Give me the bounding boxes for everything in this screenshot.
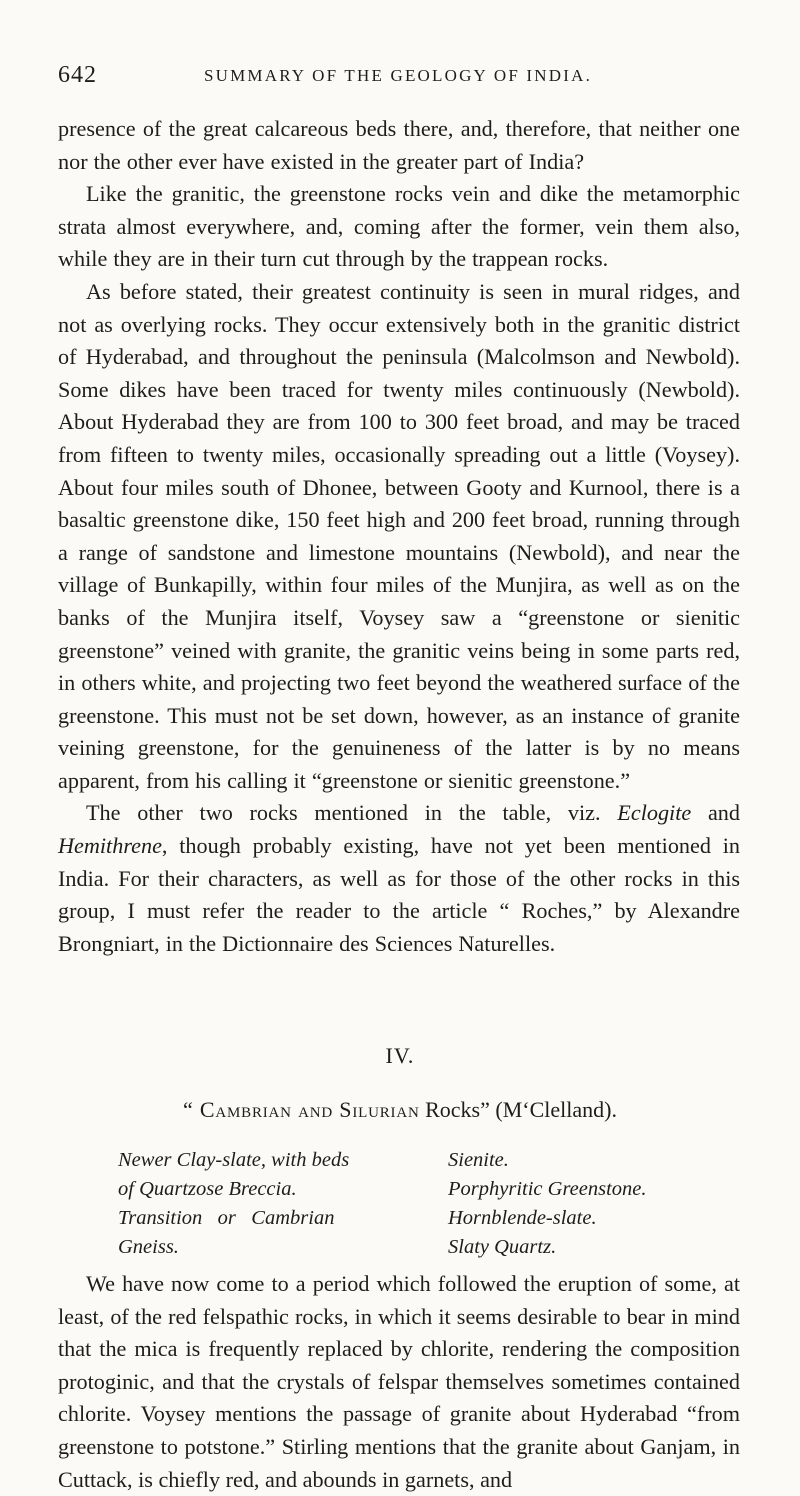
list-item: Hornblende-slate. [448,1207,597,1229]
list-item [118,1204,398,1262]
list-item-line: Gneiss. [118,1236,179,1258]
para4-mid: and [691,800,740,826]
list-item: Porphyritic Greenstone. [448,1178,647,1200]
page-number: 642 [58,62,97,88]
paragraph-continued: presence of the great calcareous beds there, and, therefore, that neither one nor the other ever have existed in the greater part of India? [58,116,740,174]
list-item: Slaty Quartz. [448,1236,557,1258]
running-title: SUMMARY OF THE GEOLOGY OF INDIA. [203,66,593,85]
term-hemithrene: Hemithrene [58,833,162,859]
section-heading-rest: Rocks” (M‘Clelland). [419,1097,617,1122]
list-item [118,1146,398,1204]
para4-before: The other two rocks mentioned in the table, viz. [86,800,618,826]
list-item-line: Transition or Cambrian [118,1207,335,1229]
section-heading [0,1097,800,1123]
rock-list-left [118,1146,398,1262]
list-item: Sienite. [448,1149,509,1171]
paragraph-mural-ridges: As before stated, their greatest continuity is seen in mural ridges, and not as overlying rocks. They occur extensively both in the granitic district of Hyderabad, and throughout the peninsula (Malcolmson and Newbold). Some dikes have been traced for twenty miles continuously (Newbold). About Hyderabad they are from 100 to 300 feet broad, and may be traced from fifteen to twenty miles, occasionally spreading out a little (Voysey). About four miles south of Dhonee, between Gooty and Kurnool, there is a basaltic greenstone dike, 150 feet high and 200 feet broad, running through a range of sandstone and limestone mountains (Newbold), and near the village of Bunkapilly, within four miles of the Munjira, as well as on the banks of the Munjira itself, Voysey saw a “greenstone or sienitic greenstone” veined with granite, the granitic veins being in some parts red, in others white, and projecting two feet beyond the weathered surface of the greenstone. This must not be set down, however, as an instance of granite veining greenstone, for the genuineness of the latter is by no means apparent, from his calling it “greenstone or sienitic greenstone.” [58,278,740,793]
body-text [58,113,740,960]
section-number: IV. [385,1043,415,1068]
final-section-body [58,1268,740,1496]
para4-after: , though probably existing, have not yet been mentioned in India. For their characters, as well as for those of the other rocks in this group, I must refer the reader to the article “ Roches,” by Alexandre Brongniart, in the Dictionnaire des Sciences Naturelles. [58,833,740,956]
term-eclogite: Eclogite [617,800,692,826]
list-item-line: of Quartzose Breccia. [118,1178,297,1200]
running-head [58,62,738,92]
paragraph-greenstone-veins: Like the granitic, the greenstone rocks vein and dike the metamorphic strata almost everywhere, and, coming after the former, vein them also, while they are in their turn cut through by the trappean rocks. [58,181,740,272]
rock-list-right [448,1146,748,1262]
list-item-line: Newer Clay-slate, with beds [118,1149,350,1171]
section-heading-smallcaps: “ Cambrian and Silurian [183,1097,420,1122]
paragraph-eclogite [58,797,740,960]
paragraph-felspathic: We have now come to a period which followed the eruption of some, at least, of the red felspathic rocks, in which it seems desirable to bear in mind that the mica is frequently replaced by chlorite, rendering the composition protoginic, and that the crystals of felspar themselves sometimes contained chlorite. Voysey mentions the passage of granite about Hyderabad “from greenstone to potstone.” Stirling mentions that the granite about Ganjam, in Cuttack, is chiefly red, and abounds in garnets, and [58,1271,740,1492]
rock-list [118,1146,748,1262]
